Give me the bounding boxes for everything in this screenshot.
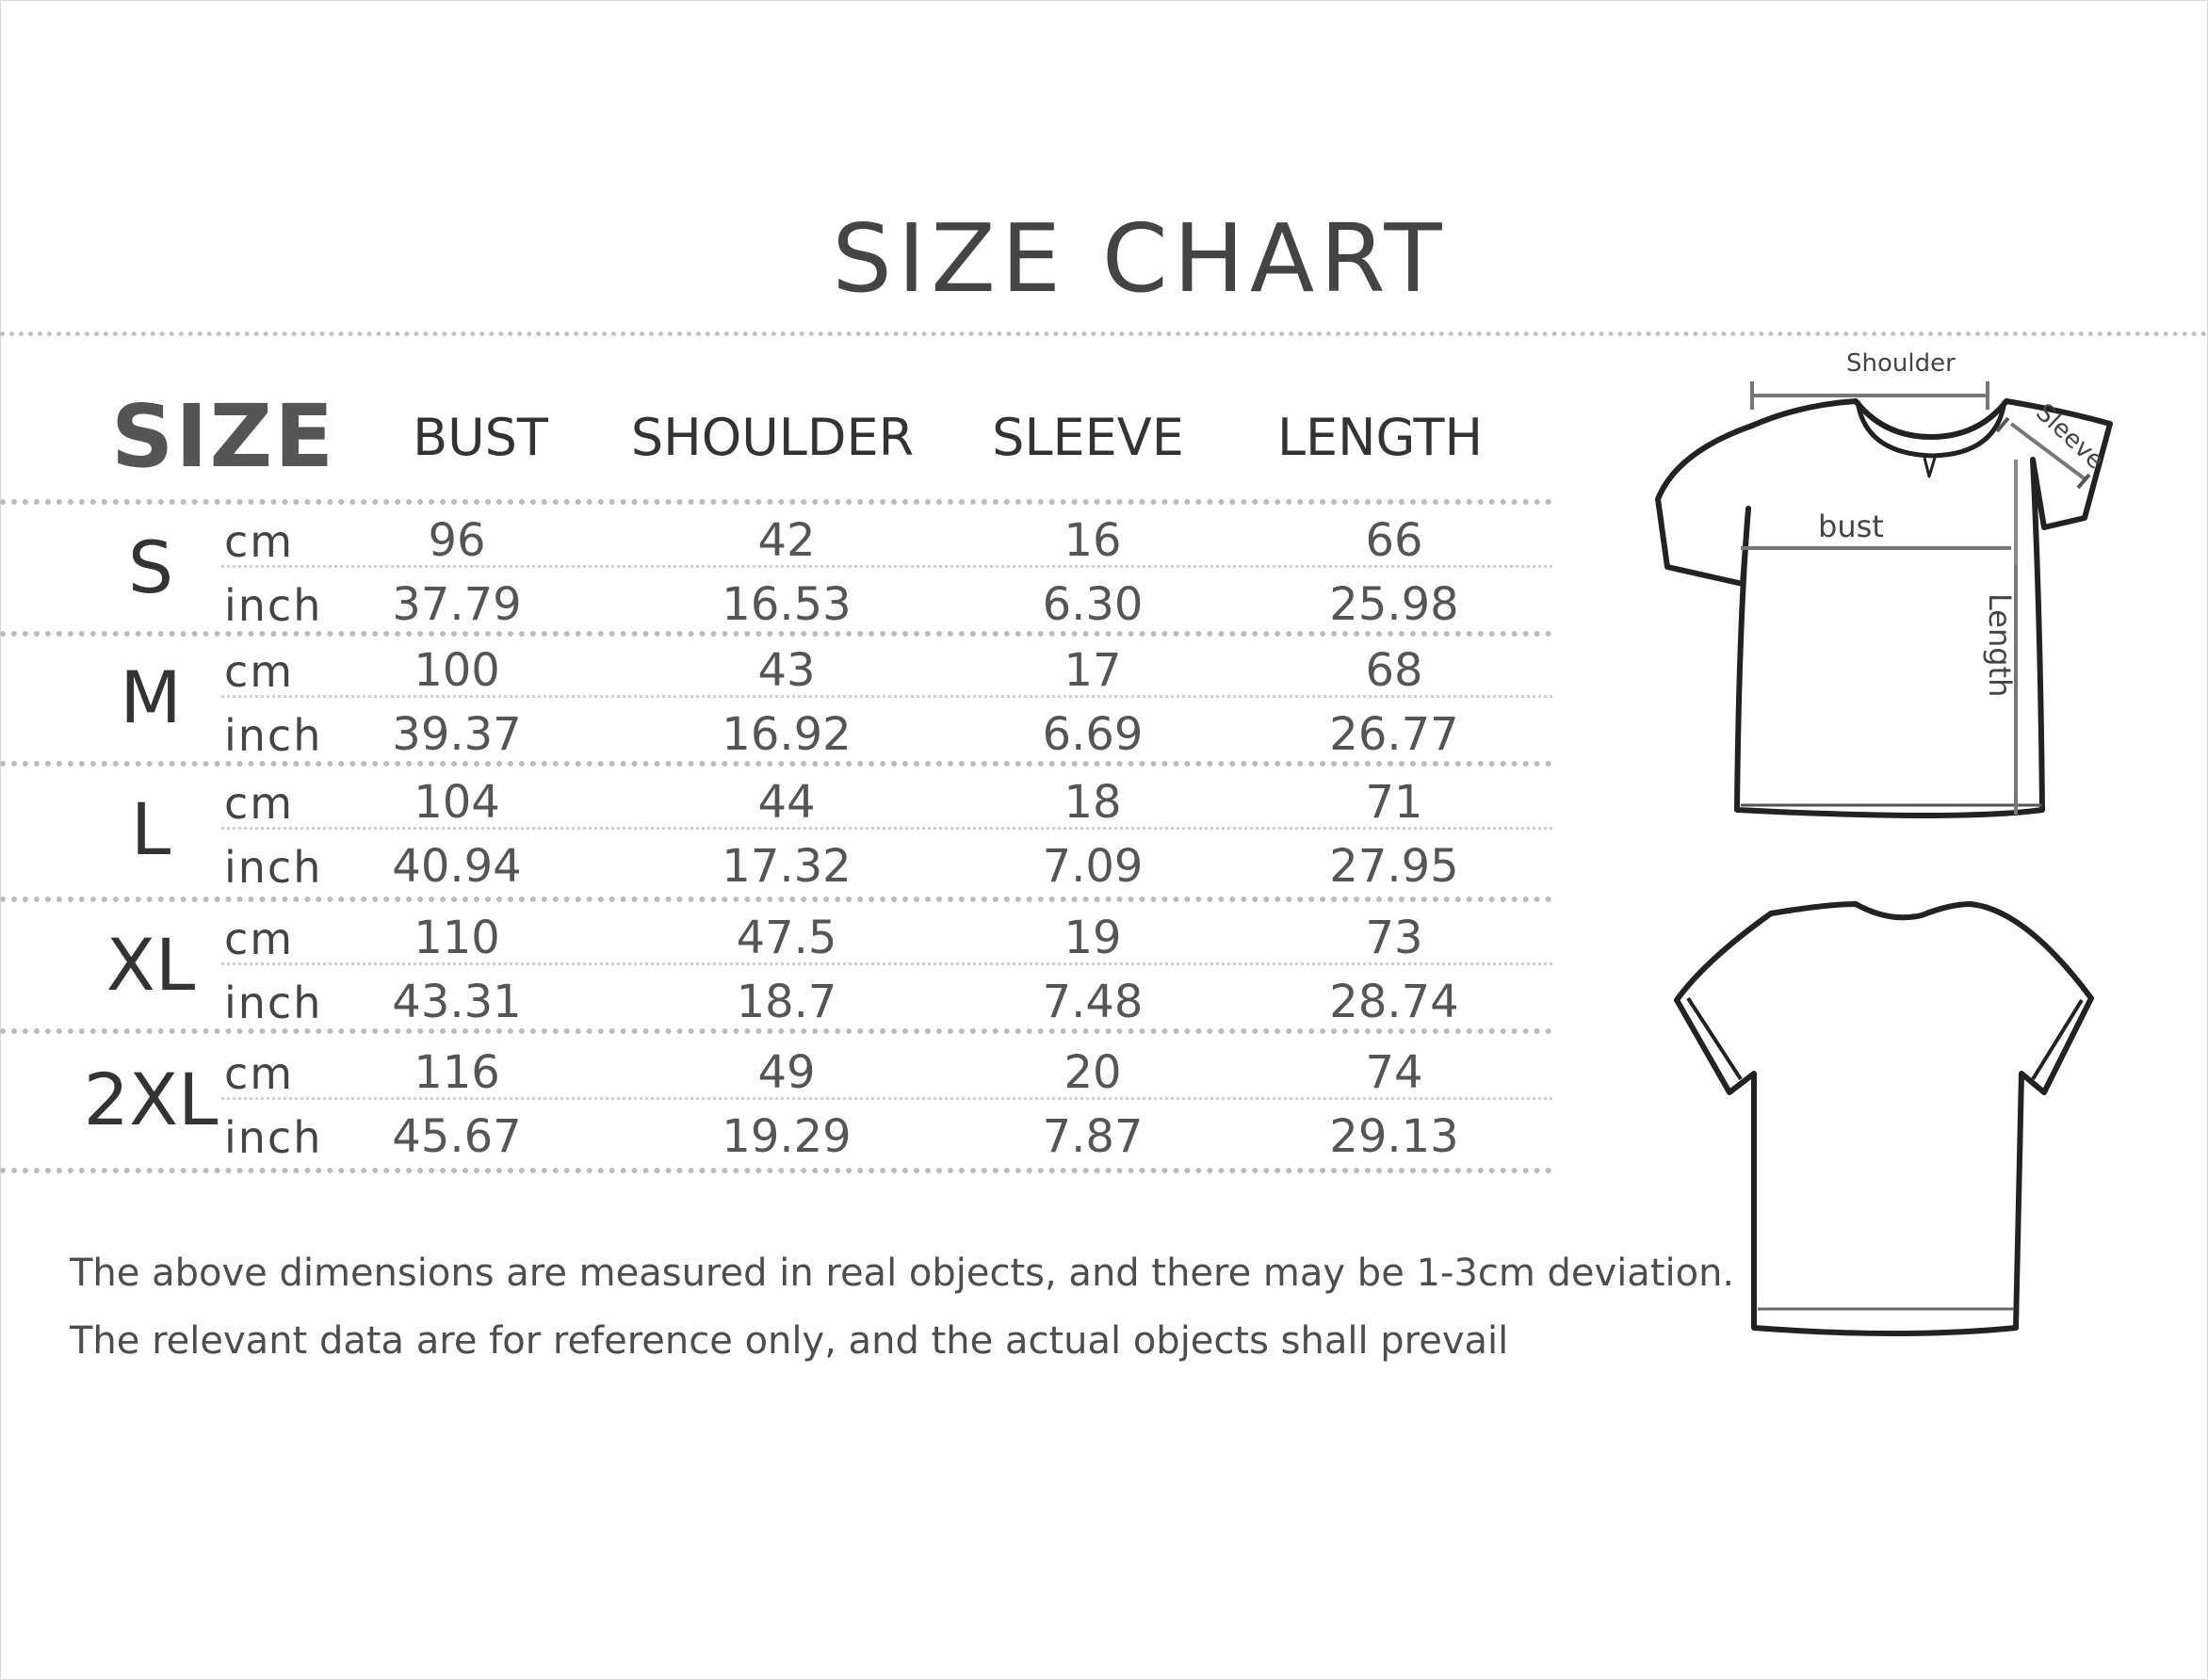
table-cell: 66 <box>1365 514 1423 567</box>
table-cell: 25.98 <box>1329 578 1459 631</box>
unit-label-inch: inch <box>224 842 323 893</box>
unit-divider <box>221 565 1552 568</box>
table-divider <box>0 1028 1552 1034</box>
table-cell: 68 <box>1365 644 1423 697</box>
table-cell: 104 <box>414 776 500 829</box>
shoulder-column-header: SHOULDER <box>630 408 915 467</box>
unit-label-cm: cm <box>224 516 295 567</box>
table-cell: 37.79 <box>392 578 522 631</box>
table-divider <box>0 761 1552 767</box>
unit-label-inch: inch <box>224 977 323 1028</box>
table-cell: 18.7 <box>736 976 837 1028</box>
table-cell: 43.31 <box>392 976 522 1028</box>
sleeve-column-header: SLEEVE <box>992 408 1184 467</box>
table-cell: 44 <box>757 776 816 829</box>
title-divider <box>0 331 2208 336</box>
length-label: Length <box>1982 593 2018 698</box>
size-label: S <box>127 525 174 609</box>
table-cell: 28.74 <box>1329 976 1459 1028</box>
table-cell: 100 <box>414 644 500 697</box>
table-cell: 7.87 <box>1042 1110 1144 1163</box>
size-label: L <box>130 787 171 871</box>
table-divider <box>0 897 1552 902</box>
table-cell: 6.69 <box>1042 708 1144 761</box>
note-deviation: The above dimensions are measured in real objects, and there may be 1-3cm deviation. <box>70 1252 1735 1295</box>
table-cell: 16.92 <box>722 708 852 761</box>
table-cell: 74 <box>1365 1046 1423 1099</box>
table-cell: 96 <box>428 514 486 567</box>
table-cell: 110 <box>414 912 500 964</box>
unit-label-cm: cm <box>224 646 295 697</box>
table-cell: 71 <box>1365 776 1423 829</box>
table-cell: 42 <box>757 514 816 567</box>
table-cell: 43 <box>757 644 816 697</box>
table-cell: 16.53 <box>722 578 852 631</box>
unit-label-cm: cm <box>224 1048 295 1099</box>
table-cell: 73 <box>1365 912 1423 964</box>
table-cell: 20 <box>1063 1046 1122 1099</box>
table-cell: 39.37 <box>392 708 522 761</box>
table-divider <box>0 631 1552 637</box>
table-cell: 7.09 <box>1042 840 1144 893</box>
shoulder-label: Shoulder <box>1846 349 1956 378</box>
unit-label-cm: cm <box>224 778 295 829</box>
unit-label-inch: inch <box>224 1112 323 1163</box>
size-label: M <box>120 655 182 739</box>
table-cell: 29.13 <box>1329 1110 1459 1163</box>
table-cell: 19.29 <box>722 1110 852 1163</box>
unit-label-inch: inch <box>224 580 323 631</box>
table-cell: 17.32 <box>722 840 852 893</box>
table-cell: 116 <box>414 1046 500 1099</box>
table-cell: 6.30 <box>1042 578 1144 631</box>
table-cell: 16 <box>1063 514 1122 567</box>
table-cell: 17 <box>1063 644 1122 697</box>
bust-label: bust <box>1818 509 1884 544</box>
table-cell: 45.67 <box>392 1110 522 1163</box>
table-divider <box>0 1168 1552 1173</box>
table-cell: 19 <box>1063 912 1122 964</box>
size-label: XL <box>106 923 196 1007</box>
table-cell: 26.77 <box>1329 708 1459 761</box>
table-divider <box>0 499 1552 505</box>
tshirt-measure-diagram <box>1639 339 2129 838</box>
table-cell: 47.5 <box>736 912 837 964</box>
table-cell: 27.95 <box>1329 840 1459 893</box>
table-cell: 7.48 <box>1042 976 1144 1028</box>
bust-column-header: BUST <box>413 408 548 467</box>
length-column-header: LENGTH <box>1276 408 1484 467</box>
tshirt-outline <box>1658 401 2110 816</box>
tshirt-back-icon <box>1667 895 2110 1337</box>
unit-label-cm: cm <box>224 913 295 964</box>
table-cell: 18 <box>1063 776 1122 829</box>
page-title: SIZE CHART <box>832 203 1448 314</box>
note-reference: The relevant data are for reference only, and the actual objects shall prevail <box>70 1319 1509 1363</box>
sleeve-label: Sleeve <box>2030 398 2110 476</box>
table-cell: 49 <box>757 1046 816 1099</box>
table-cell: 40.94 <box>392 840 522 893</box>
unit-label-inch: inch <box>224 710 323 761</box>
size-label: 2XL <box>83 1058 219 1141</box>
size-column-header: SIZE <box>111 386 336 487</box>
